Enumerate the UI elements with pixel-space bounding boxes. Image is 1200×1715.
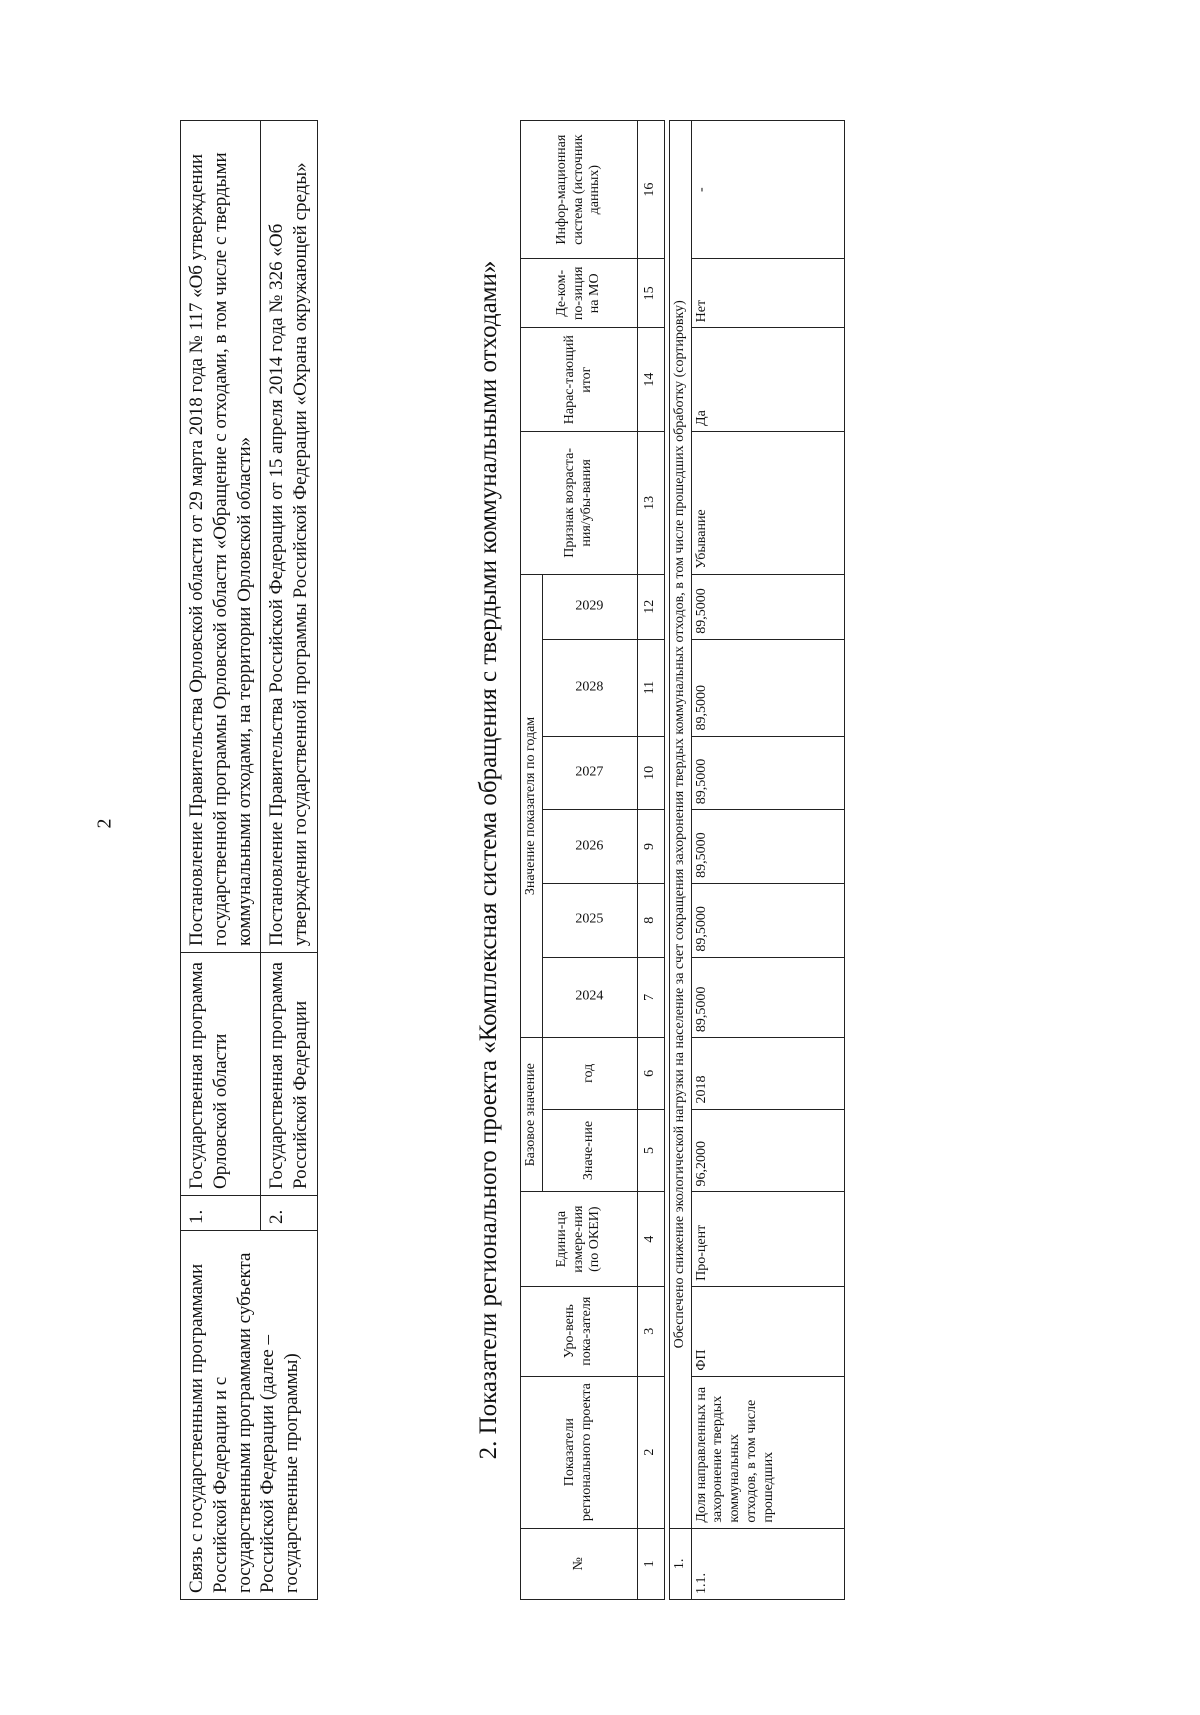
indicators-table	[520, 120, 845, 1600]
year-label: 2028	[575, 679, 604, 695]
column-number: 3	[637, 1286, 664, 1376]
row-level: ФП	[691, 1286, 844, 1376]
row-value-2026: 89,5000	[691, 810, 844, 884]
state-programs-links-table	[180, 120, 318, 1600]
header-year-2024	[542, 957, 637, 1038]
link-row-2-doc: Постановление Правительства Российской Федерации от 15 апреля 2014 года № 326 «Об утверждении государственной программы Российской Федерации «Охрана окружающей среды»	[261, 121, 318, 953]
row-value-2024: 89,5000	[691, 957, 844, 1038]
row-value-2027: 89,5000	[691, 736, 844, 810]
header-num: №	[521, 1528, 638, 1599]
column-number: 9	[637, 810, 664, 884]
links-intro-cell: Связь с государственными программами Российской Федерации и с государственными программами субъекта Российской Федерации (далее – государственные программы)	[181, 1231, 318, 1600]
header-cumulative: Нарас-тающий итог	[521, 328, 638, 432]
row-base-value: 96,2000	[691, 1109, 844, 1192]
header-year-2028	[542, 639, 637, 736]
section-num: 1.	[669, 1528, 691, 1599]
year-label: 2025	[575, 911, 604, 927]
row-info-system: -	[691, 121, 844, 259]
header-base: Базовое значение	[521, 1038, 543, 1192]
column-number: 14	[637, 328, 664, 432]
header-info-system: Инфор-мационная система (источник данных)	[521, 121, 638, 259]
row-value-2029: 89,5000	[691, 574, 844, 639]
table-row	[691, 121, 844, 1600]
header-decomposition: Де-ком-по-зиция на МО	[521, 259, 638, 328]
header-values-by-year: Значение показателя по годам	[521, 574, 543, 1037]
row-name: Доля направленных на захоронение твердых коммунальных отходов, в том числе прошедших	[691, 1376, 844, 1528]
column-number: 4	[637, 1192, 664, 1286]
year-label: 2027	[575, 764, 604, 780]
header-unit: Едини-ца измере-ния (по ОКЕИ)	[521, 1192, 638, 1286]
section-text: Обеспечено снижение экологической нагрузки на население за счет сокращения захоронения твердых коммунальных отходов, в том числе прошедших обработку (сортировку)	[669, 121, 691, 1529]
row-unit: Про-цент	[691, 1192, 844, 1286]
header-base-year: год	[542, 1038, 637, 1109]
column-number: 7	[637, 957, 664, 1038]
column-numbers-row	[637, 121, 664, 1600]
header-base-value: Значе-ние	[542, 1109, 637, 1192]
row-num: 1.1.	[691, 1528, 844, 1599]
row-cumulative: Да	[691, 328, 844, 432]
row-decomposition: Нет	[691, 259, 844, 328]
header-year-2025	[542, 883, 637, 957]
column-number: 1	[637, 1528, 664, 1599]
row-trend: Убывание	[691, 431, 844, 574]
link-row-2-num: 2.	[261, 1196, 318, 1231]
column-number: 2	[637, 1376, 664, 1528]
column-number: 11	[637, 639, 664, 736]
header-trend: Признак возраста-ния/убы-вания	[521, 431, 638, 574]
header-year-2029	[542, 574, 637, 639]
row-value-2028: 89,5000	[691, 639, 844, 736]
link-row-1-num: 1.	[181, 1196, 261, 1231]
header-name: Показатели регионального проекта	[521, 1376, 638, 1528]
link-row-2-name: Государственная программа Российской Федерации	[261, 953, 318, 1196]
table-row	[181, 121, 261, 1600]
header-year-2027	[542, 736, 637, 810]
column-number: 6	[637, 1038, 664, 1109]
column-number: 15	[637, 259, 664, 328]
header-level: Уро-вень пока-зателя	[521, 1286, 638, 1376]
section-title: 2. Показатели регионального проекта «Комплексная система обращения с твердыми коммунальными отходами»	[475, 260, 502, 1460]
page-number: 2	[93, 818, 116, 829]
year-label: 2024	[575, 988, 604, 1004]
row-value-2025: 89,5000	[691, 883, 844, 957]
year-label: 2026	[575, 838, 604, 854]
header-year-2026	[542, 810, 637, 884]
column-number: 8	[637, 883, 664, 957]
link-row-1-doc: Постановление Правительства Орловской области от 29 марта 2018 года № 117 «Об утверждении государственной программы Орловской области «Обращение с отходами, в том числе с твердыми коммунальными отходами, на территории Орловской области»	[181, 121, 261, 953]
link-row-1-name: Государственная программа Орловской области	[181, 953, 261, 1196]
row-base-year: 2018	[691, 1038, 844, 1109]
column-number: 16	[637, 121, 664, 259]
section-row	[669, 121, 691, 1600]
column-number: 5	[637, 1109, 664, 1192]
year-label: 2029	[575, 598, 604, 614]
column-number: 10	[637, 736, 664, 810]
column-number: 12	[637, 574, 664, 639]
rotated-page-content	[180, 120, 1080, 1600]
column-number: 13	[637, 431, 664, 574]
table-header-row	[521, 121, 543, 1600]
